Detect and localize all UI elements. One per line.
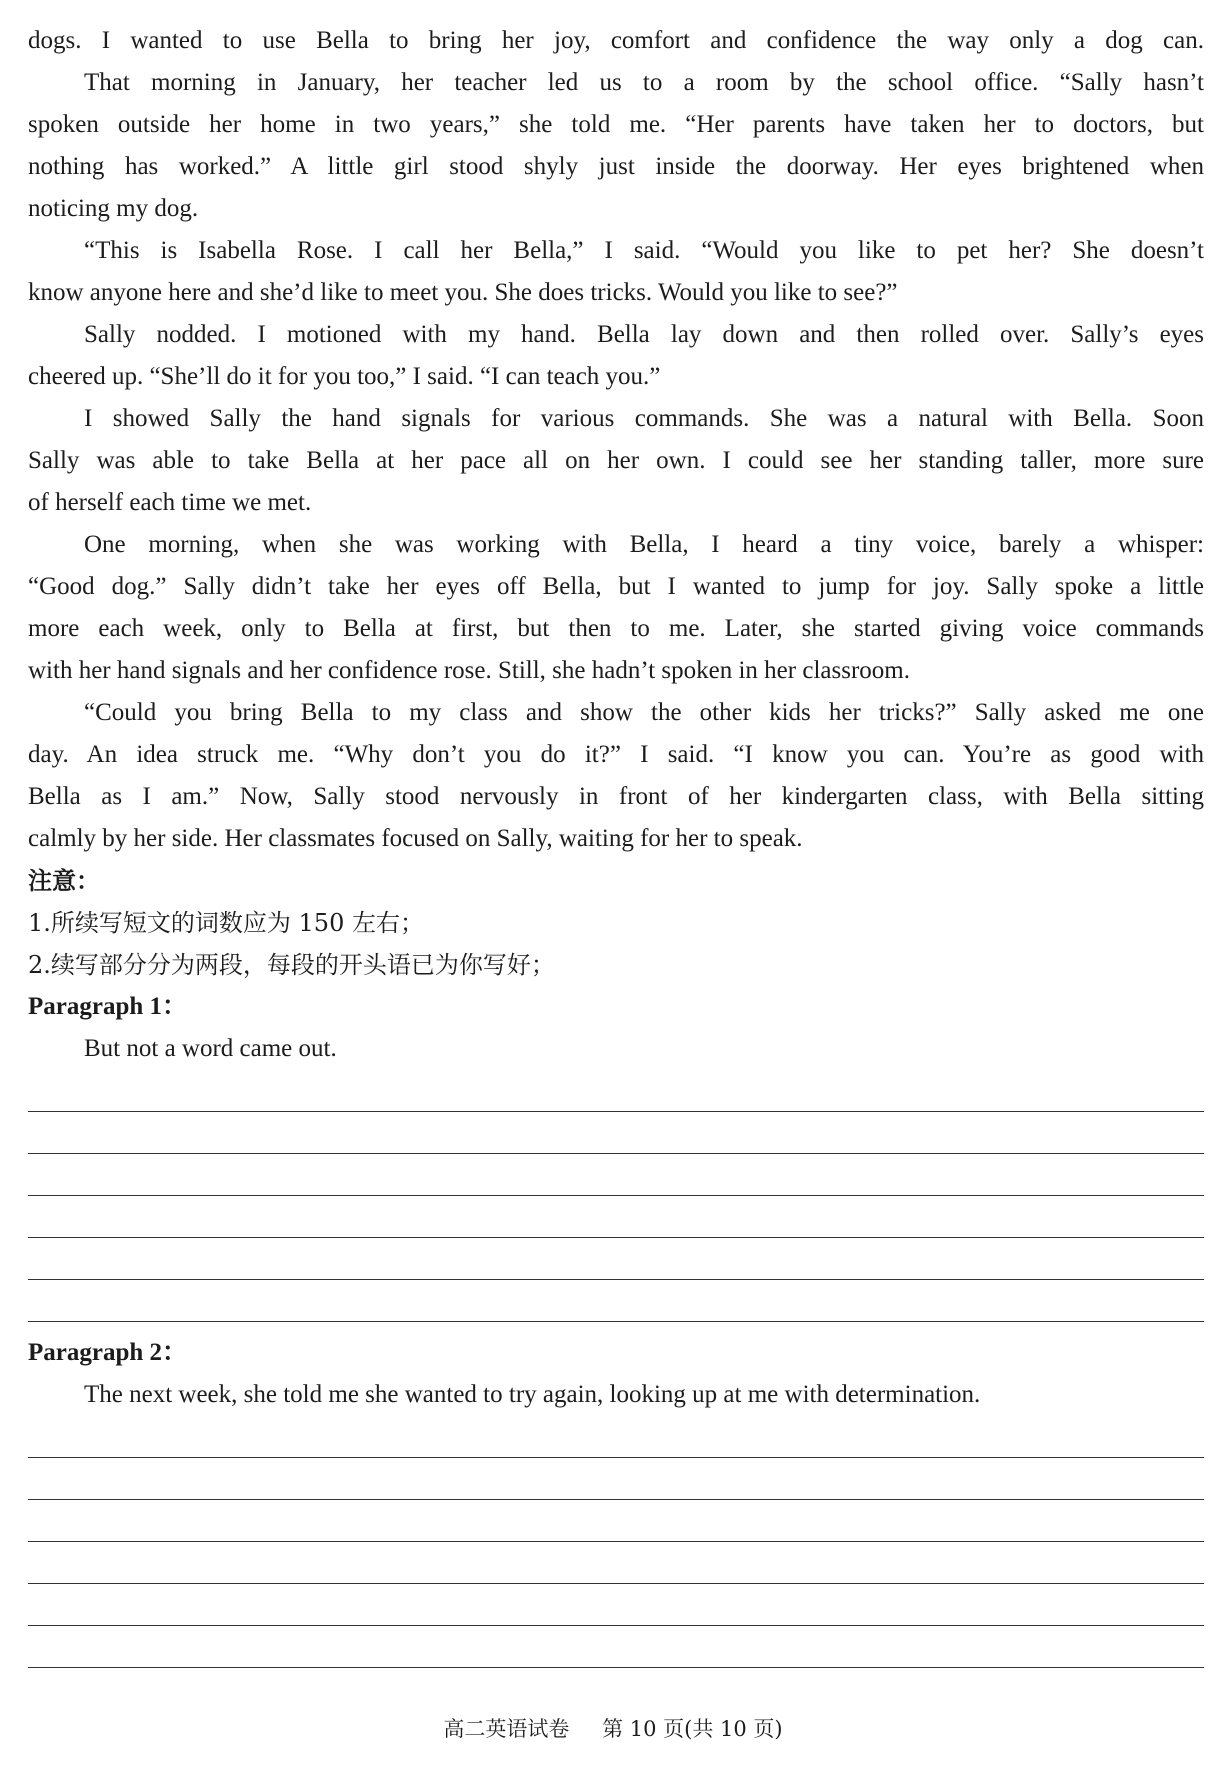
paragraph1-label: Paragraph 1： — [28, 993, 188, 1020]
writing-line[interactable] — [28, 1070, 1204, 1112]
writing-line[interactable] — [28, 1458, 1204, 1500]
notes-section — [28, 860, 1204, 986]
writing-line[interactable] — [28, 1500, 1204, 1542]
writing-line[interactable] — [28, 1626, 1204, 1668]
footer-subject: 高二英语试卷 — [443, 1717, 570, 1741]
footer-page-number: 第 10 页(共 10 页) — [602, 1717, 783, 1741]
section-gap — [28, 1322, 1204, 1332]
passage-line: That morning in January, her teacher led us to a room by the school office. “Sally hasn’t — [84, 69, 1204, 96]
passage-line: noticing my dog. — [28, 195, 199, 222]
passage-line: Bella as I am.” Now, Sally stood nervously in front of her kindergarten class, with Bella sitting — [28, 783, 1204, 810]
paragraph2-label: Paragraph 2： — [28, 1339, 188, 1366]
passage-line: of herself each time we met. — [28, 489, 312, 516]
passage-line: nothing has worked.” A little girl stood shyly just inside the doorway. Her eyes brightened when — [28, 153, 1204, 180]
notes-item: 1.所续写短文的词数应为 150 左右； — [28, 909, 424, 937]
writing-line[interactable] — [28, 1238, 1204, 1280]
notes-item: 2.续写部分分为两段，每段的开头语已为你写好； — [28, 951, 555, 979]
writing-line[interactable] — [28, 1154, 1204, 1196]
passage-line: One morning, when she was working with Bella, I heard a tiny voice, barely a whisper: — [84, 531, 1204, 558]
paragraph2-section — [28, 1332, 1204, 1668]
passage-line: with her hand signals and her confidence rose. Still, she hadn’t spoken in her classroom. — [28, 657, 910, 684]
passage-line: “Could you bring Bella to my class and show the other kids her tricks?” Sally asked me one — [84, 699, 1204, 726]
passage-line: Sally was able to take Bella at her pace all on her own. I could see her standing taller, more sure — [28, 447, 1204, 474]
passage-line: spoken outside her home in two years,” she told me. “Her parents have taken her to doctors, but — [28, 111, 1204, 138]
passage-line: “Good dog.” Sally didn’t take her eyes off Bella, but I wanted to jump for joy. Sally spoke a little — [28, 573, 1204, 600]
writing-line[interactable] — [28, 1542, 1204, 1584]
passage-line: dogs. I wanted to use Bella to bring her joy, comfort and confidence the way only a dog can. — [28, 27, 1204, 54]
passage-line: I showed Sally the hand signals for various commands. She was a natural with Bella. Soon — [84, 405, 1204, 432]
passage-line: Sally nodded. I motioned with my hand. Bella lay down and then rolled over. Sally’s eyes — [84, 321, 1204, 348]
passage — [28, 20, 1204, 860]
paragraph1-opening: But not a word came out. — [84, 1035, 337, 1062]
paragraph1-writing-area[interactable] — [28, 1070, 1204, 1322]
passage-line: “This is Isabella Rose. I call her Bella,” I said. “Would you like to pet her? She doesn’t — [84, 237, 1204, 264]
writing-line[interactable] — [28, 1196, 1204, 1238]
passage-line: know anyone here and she’d like to meet you. She does tricks. Would you like to see?” — [28, 279, 898, 306]
paragraph2-opening: The next week, she told me she wanted to try again, looking up at me with determination. — [84, 1381, 981, 1408]
writing-line[interactable] — [28, 1112, 1204, 1154]
passage-line: more each week, only to Bella at first, but then to me. Later, she started giving voice commands — [28, 615, 1204, 642]
page-footer — [0, 1714, 1226, 1744]
writing-line[interactable] — [28, 1584, 1204, 1626]
paragraph1-section — [28, 986, 1204, 1322]
notes-heading: 注意： — [28, 866, 100, 895]
passage-line: cheered up. “She’ll do it for you too,” I said. “I can teach you.” — [28, 363, 661, 390]
passage-line: calmly by her side. Her classmates focused on Sally, waiting for her to speak. — [28, 825, 803, 852]
exam-page — [28, 0, 1204, 1668]
writing-line[interactable] — [28, 1280, 1204, 1322]
paragraph2-writing-area[interactable] — [28, 1416, 1204, 1668]
passage-line: day. An idea struck me. “Why don’t you do it?” I said. “I know you can. You’re as good with — [28, 741, 1204, 768]
writing-line[interactable] — [28, 1416, 1204, 1458]
